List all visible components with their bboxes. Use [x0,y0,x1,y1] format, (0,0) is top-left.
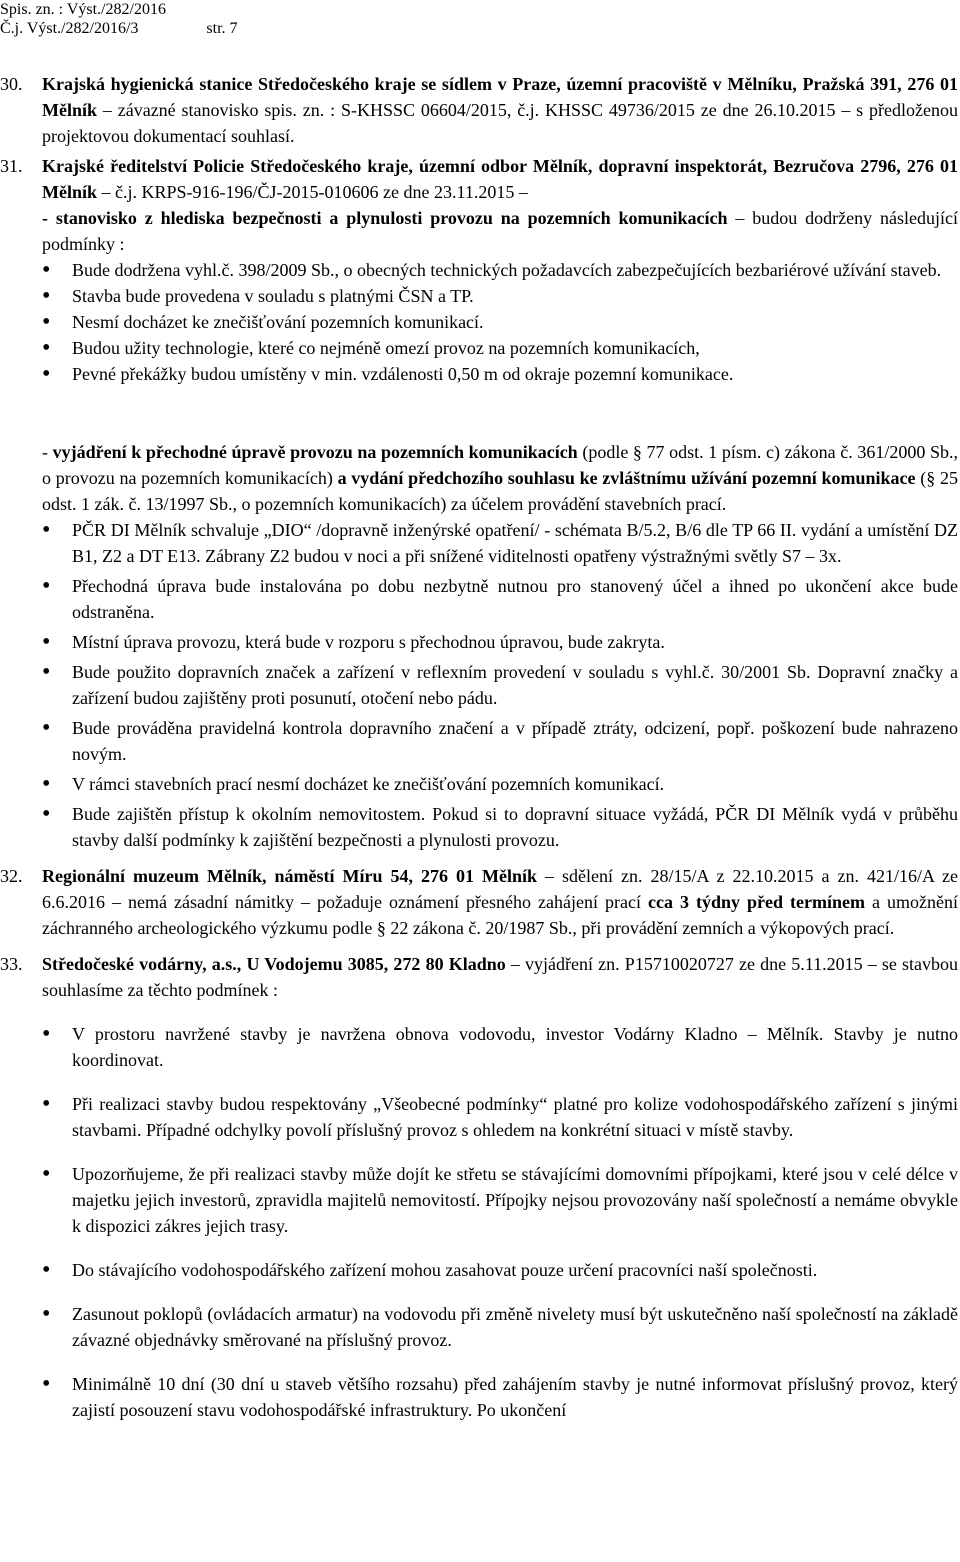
section-33 [0,951,958,1003]
list-item: • Nesmí docházet ke znečišťování pozemních komunikací. [42,309,958,335]
section-30 [0,71,958,149]
list-item: • Budou užity technologie, které co nejméně omezí provoz na pozemních komunikacích, [42,335,958,361]
reference-number-line [0,19,238,38]
list-item: • PČR DI Mělník schvaluje „DIO“ /dopravně inženýrské opatření/ - schémata B/5.2, B/6 dle TP 66 II. vydání a umístění DZ B1, Z2 a DT E13. Zábrany Z2 budou v noci a při snížené viditelnosti opatřeny výstražnými světly S7 – 3x. [42,517,958,569]
list-item: • Upozorňujeme, že při realizaci stavby může dojít ke střetu se stávajícími domovními přípojkami, které jsou v celé délce v majetku jejich investorů, zpravidla majitelů nemovitostí. Přípojky nejsou provozovány naší společností a nemáme obvykle k dispozici zákres jejich trasy. [42,1161,958,1239]
stanovisko-text: – budou dodrženy následující podmínky : [42,208,959,254]
souhlas-text: (§ 25 odst. 1 zák. č. 13/1997 Sb., o pozemních komunikacích) za účelem provádění stavebních prací. [42,468,958,514]
section-31 [0,153,958,853]
list-item: • Bude dodržena vyhl.č. 398/2009 Sb., o obecných technických požadavcích zabezpečujících bezbariérové užívání staveb. [42,257,958,283]
list-item: • Přechodná úprava bude instalována po dobu nezbytně nutnou pro stanovený účel a ihned po ukončení akce bude odstraněna. [42,573,958,625]
vyjadreni-heading: vyjádření k přechodné úpravě provozu na pozemních komunikacích [52,442,578,462]
file-reference: Spis. zn. : Výst./282/2016 [0,1,166,18]
list-item: • Při realizaci stavby budou respektovány „Všeobecné podmínky“ platné pro kolize vodohospodářského zařízení s jinými stavbami. Případné odchylky povolí příslušný provoz s ohledem na konkrétní situaci v místě stavby. [42,1091,958,1143]
section-heading: Krajská hygienická stanice Středočeského kraje se sídlem v Praze, územní pracoviště v Mělníku, Pražská 391, 276 01 Mělník [42,74,958,120]
list-item: • V prostoru navržené stavby je navržena obnova vodovodu, investor Vodárny Kladno – Mělník. Stavby je nutno koordinovat. [42,1021,958,1073]
section-emphasis: cca 3 týdny před termínem [647,892,865,912]
stanovisko-paragraph [42,205,958,257]
list-item: • Místní úprava provozu, která bude v rozporu s přechodnou úpravou, bude zakryta. [42,629,958,655]
dio-conditions-list [42,517,958,853]
document-body [0,71,958,1423]
section-heading: Středočeské vodárny, a.s., U Vodojemu 3085, 272 80 Kladno [42,954,506,974]
section-number: 33. [0,954,23,974]
list-item: • Pevné překážky budou umístěny v min. vzdálenosti 0,50 m od okraje pozemní komunikace. [42,361,958,387]
section-text: – vyjádření zn. P15710020727 ze dne 5.11.2015 – se stavbou souhlasíme za těchto podmínek : [42,954,959,1000]
list-item: • Minimálně 10 dní (30 dní u staveb většího rozsahu) před zahájením stavby je nutné informovat příslušný provoz, který zajistí posouzení stavu vodohospodářské infrastruktury. Po ukončení [42,1371,958,1423]
page-number: str. 7 [206,20,238,37]
conditions-list [42,257,958,387]
section-number: 32. [0,866,23,886]
stanovisko-heading: - stanovisko z hlediska bezpečnosti a plynulosti provozu na pozemních komunikacích [42,208,728,228]
page-header [0,0,238,38]
section-number: 30. [0,74,23,94]
list-item: • Stavba bude provedena v souladu s platnými ČSN a TP. [42,283,958,309]
reference-number: Č.j. Výst./282/2016/3 [0,20,139,37]
vyjadreni-dash: - [42,442,53,462]
section-text: – sdělení zn. 28/15/A z 22.10.2015 a zn. 421/16/A ze 6.6.2016 – nemá zásadní námitky – požaduje oznámení přesného zahájení prací [42,866,959,912]
section-text: – č.j. KRPS-916-196/ČJ-2015-010606 ze dne 23.11.2015 – [97,182,528,202]
section-text: – závazné stanovisko spis. zn. : S-KHSSC 06604/2015, č.j. KHSSC 49736/2015 ze dne 26.10.2015 – s předloženou projektovou dokumentací souhlasí. [42,100,958,146]
souhlas-heading: a vydání předchozího souhlasu ke zvláštnímu užívání pozemní komunikace [337,468,916,488]
vyjadreni-text: (podle § 77 odst. 1 písm. c) zákona č. 361/2000 Sb., o provozu na pozemních komunikacích) [42,442,959,488]
list-item: • Bude použito dopravních značek a zařízení v reflexním provedení v souladu s vyhl.č. 30/2001 Sb. Dopravní značky a zařízení budou zajištěny proti posunutí, otočení nebo pádu. [42,659,958,711]
water-conditions-list [0,1021,958,1423]
list-item: • V rámci stavebních prací nesmí docházet ke znečišťování pozemních komunikací. [42,771,958,797]
list-item: • Bude prováděna pravidelná kontrola dopravního značení a v případě ztráty, odcizení, popř. poškození bude nahrazeno novým. [42,715,958,767]
section-heading: Regionální muzeum Mělník, náměstí Míru 54, 276 01 Mělník [42,866,538,886]
section-32 [0,863,958,941]
vyjadreni-paragraph [42,439,958,517]
section-heading: Krajské ředitelství Policie Středočeského kraje, územní odbor Mělník, dopravní inspektorát, Bezručova 2796, 276 01 Mělník [42,156,958,202]
section-text-continued: a umožnění záchranného archeologického výzkumu podle § 22 zákona č. 20/1987 Sb., při provádění zemních a výkopových prací. [42,892,958,938]
list-item: • Zasunout poklopů (ovládacích armatur) na vodovodu při změně nivelety musí být uskutečněno naší společností na základě závazné objednávky směrované na příslušný provoz. [42,1301,958,1353]
section-number: 31. [0,156,23,176]
list-item: • Bude zajištěn přístup k okolním nemovitostem. Pokud si to dopravní situace vyžádá, PČR DI Mělník vydá v průběhu stavby další podmínky k zajištění bezpečnosti a plynulosti provozu. [42,801,958,853]
list-item: • Do stávajícího vodohospodářského zařízení mohou zasahovat pouze určení pracovníci naší společnosti. [42,1257,958,1283]
